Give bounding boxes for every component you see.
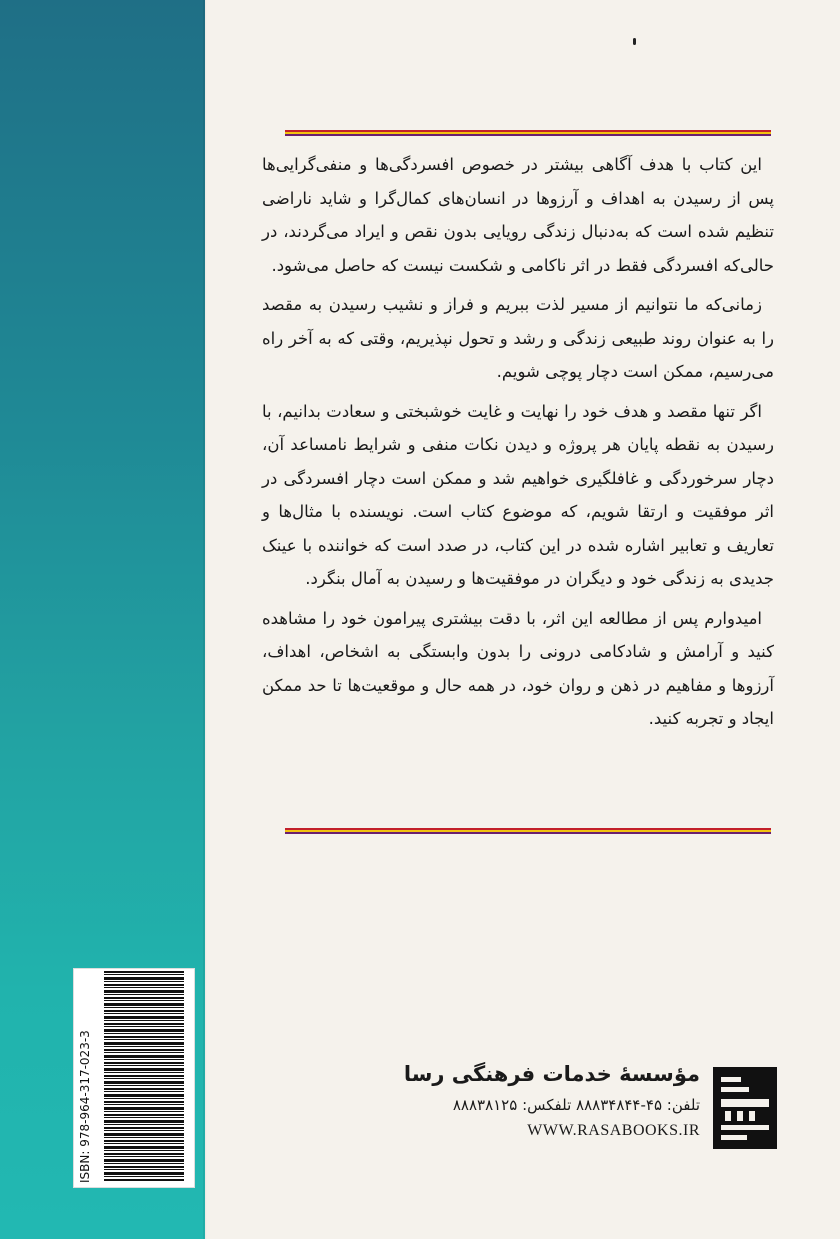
- isbn-barcode-box: [73, 968, 195, 1188]
- paragraph-1: این کتاب با هدف آگاهی بیشتر در خصوص افسردگی‌ها و منفی‌گرایی‌ها پس از رسیدن به اهداف و آرزوها در انسان‌های کمال‌گرا و شاید ناراضی تنظیم شده است که به‌دنبال زندگی رویایی بدون نقص و ایراد می‌گردند، در حالی‌که افسردگی فقط در اثر ناکامی و شکست نیست که حاصل می‌شود.: [262, 155, 774, 275]
- top-divider-stripe: [285, 130, 771, 136]
- paragraph-2: زمانی‌که ما نتوانیم از مسیر لذت ببریم و فراز و نشیب رسیدن به مقصد را به عنوان روند طبیعی زندگی و رشد و تحول نپذیریم، وقتی که به آخر راه می‌رسیم، ممکن است دچار پوچی شویم.: [262, 295, 774, 381]
- publisher-info: [404, 1062, 700, 1140]
- bottom-divider-stripe: [285, 828, 771, 834]
- ink-mark: [633, 38, 636, 45]
- publisher-website: WWW.RASABOOKS.IR: [527, 1122, 700, 1139]
- publisher-name: مؤسسهٔ خدمات فرهنگی رسا: [403, 1062, 700, 1086]
- back-cover-text: [262, 148, 774, 742]
- paragraph-4: امیدوارم پس از مطالعه این اثر، با دقت بیشتری پیرامون خود را مشاهده کنید و آرامش و شادکامی درونی را بدون وابستگی به اشخاص، اهداف، آرزوها و مفاهیم در ذهن و روان خود، در همه حال و موقعیت‌ها تا حد ممکن ایجاد و تجربه کنید.: [262, 608, 774, 728]
- barcode: [104, 971, 184, 1181]
- publisher-phone: تلفن: ۴۵-۸۸۸۳۴۸۴۴ تلفکس: ۸۸۸۳۸۱۲۵: [452, 1096, 700, 1114]
- isbn-label: ISBN: 978-964-317-023-3: [78, 1030, 92, 1183]
- paragraph-3: اگر تنها مقصد و هدف خود را نهایت و غایت خوشبختی و سعادت بدانیم، با رسیدن به نقطه پایان هر پروژه و دیدن نکات منفی و شرایط نامساعد آن، دچار سرخوردگی و غافلگیری خواهیم شد و ممکن است دچار افسردگی در اثر موفقیت و ارتقا شویم، که موضوع کتاب است. نویسنده با مثال‌ها و تعاریف و تعابیر اشاره شده در این کتاب، در صدد است که خواننده با عینک جدیدی به زندگی خود و دیگران در موفقیت‌ها و رسیدن به آمال بنگرد.: [262, 401, 774, 588]
- publisher-logo-icon: [711, 1065, 779, 1151]
